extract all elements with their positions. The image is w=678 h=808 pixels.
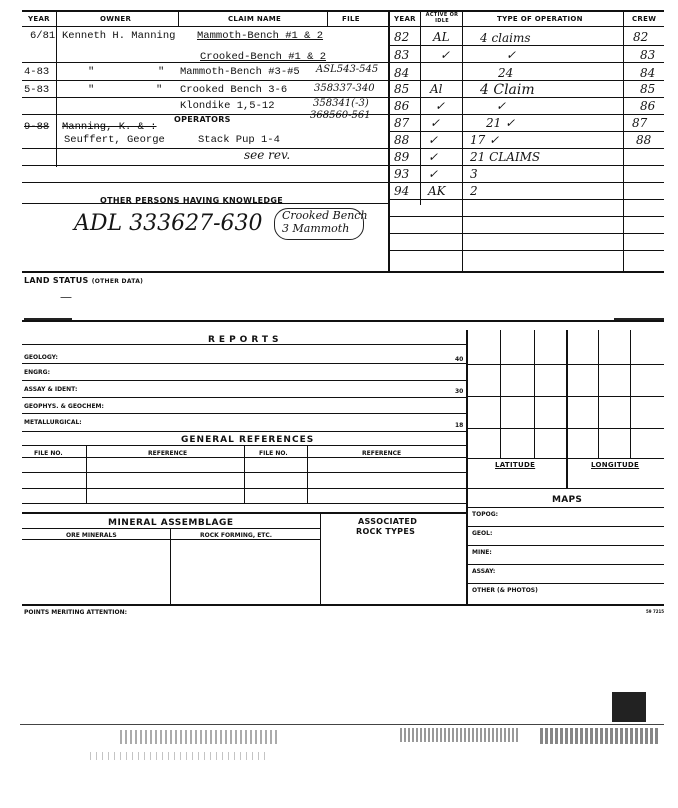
col-divider <box>327 10 328 27</box>
maps-row-label: MINE: <box>472 549 492 556</box>
header-bottom-rule <box>22 26 664 27</box>
other-persons-label: OTHER PERSONS HAVING KNOWLEDGE <box>100 196 283 205</box>
row-rule <box>388 148 664 149</box>
op-crew: 88 <box>636 133 652 147</box>
row-rule <box>388 199 664 200</box>
row-rule <box>388 62 664 63</box>
land-status-label <box>24 276 143 285</box>
top-section-bottom-rule <box>22 271 664 273</box>
associated-label: ASSOCIATED <box>358 517 418 526</box>
scan-artifact-line <box>20 724 664 725</box>
scan-noise-right <box>540 728 658 744</box>
op-crew: 83 <box>640 48 656 62</box>
land-status-sub: (OTHER DATA) <box>91 278 144 285</box>
land-status-mark: — <box>60 290 72 304</box>
op-status: ✓ <box>435 99 446 113</box>
op-status: ✓ <box>428 133 439 147</box>
row-rule <box>22 165 388 166</box>
scan-noise-left <box>120 730 280 744</box>
row-rule <box>388 165 664 166</box>
latitude-label: LATITUDE <box>495 461 536 469</box>
grid-col <box>307 445 308 503</box>
op-type: 2 <box>470 184 478 198</box>
bracket-note-line2: 3 Mammoth <box>282 222 350 235</box>
claim-year: 6/81 <box>30 30 56 42</box>
row-rule <box>388 114 664 115</box>
op-type: 21 CLAIMS <box>470 150 541 164</box>
rock-forming-label: ROCK FORMING, ETC. <box>200 532 273 539</box>
claim-name: Crooked Bench 3-6 <box>180 84 288 96</box>
op-year: 85 <box>394 82 410 96</box>
op-year: 87 <box>394 116 410 130</box>
year-header-right: YEAR <box>394 15 416 23</box>
longitude-label: LONGITUDE <box>591 461 640 469</box>
report-label: ENGRG: <box>24 369 50 376</box>
claim-file-note: 358341(-3) <box>313 98 369 109</box>
report-num: 18 <box>455 422 464 429</box>
claim-name: Stack Pup 1-4 <box>198 134 280 146</box>
maps-row-label: GEOL: <box>472 530 493 537</box>
claim-file-note: 368560-561 <box>310 110 371 121</box>
claim-year: 4-83 <box>24 66 50 78</box>
report-num: 30 <box>455 388 464 395</box>
row-rule <box>466 564 664 565</box>
bracket-note-line1: Crooked Bench <box>282 209 368 222</box>
op-year: 83 <box>394 48 410 62</box>
op-year: 84 <box>394 66 410 80</box>
maps-title: MAPS <box>552 495 583 505</box>
grid-col <box>534 330 535 458</box>
row-rule <box>22 488 466 489</box>
mineral-top-rule <box>22 512 466 514</box>
see-reverse-note: see rev. <box>244 148 291 162</box>
active-idle-header: ACTIVE OR IDLE <box>425 12 459 24</box>
file-no-col-1: FILE NO. <box>34 450 63 457</box>
op-type: 24 <box>498 66 514 80</box>
report-label: GEOLOGY: <box>24 354 58 361</box>
claim-file-note: 358337-340 <box>314 83 375 94</box>
general-references-title: GENERAL REFERENCES <box>181 435 315 445</box>
grid-col <box>500 330 501 458</box>
op-status: ✓ <box>440 48 451 62</box>
reference-col-1: REFERENCE <box>148 450 188 457</box>
claim-owner: " <box>88 84 95 96</box>
claim-owner-ditto: " <box>156 84 163 96</box>
report-num: 40 <box>455 356 464 363</box>
op-year: 93 <box>394 167 410 181</box>
op-year: 89 <box>394 150 410 164</box>
grid-col <box>566 330 568 488</box>
rock-types-label: ROCK TYPES <box>356 527 416 536</box>
op-crew: 86 <box>640 99 656 113</box>
maps-row-label: TOPOG: <box>472 511 499 518</box>
claim-name: Mammoth-Bench #1 & 2 <box>197 30 324 42</box>
row-rule <box>388 80 664 81</box>
op-year: 86 <box>394 99 410 113</box>
claim-owner-ditto: " <box>158 66 165 78</box>
claim-file-note: ASL543-545 <box>316 64 379 75</box>
scan-noise-mid <box>400 728 520 742</box>
op-type: 17 ✓ <box>470 133 500 147</box>
row-rule <box>388 216 664 217</box>
operators-label: OPERATORS <box>174 115 231 124</box>
row-rule <box>388 45 664 46</box>
scan-artifact-square <box>612 692 646 722</box>
op-year: 94 <box>394 184 410 198</box>
row-rule <box>388 131 664 132</box>
ore-minerals-label: ORE MINERALS <box>66 532 117 539</box>
owner-header: OWNER <box>100 15 132 23</box>
claim-name: Crooked-Bench #1 & 2 <box>200 51 327 63</box>
row-rule <box>22 528 320 529</box>
row-rule <box>466 507 664 508</box>
row-rule <box>466 545 664 546</box>
claim-year: 9-88 <box>24 121 50 133</box>
claim-owner: Manning, K. & : <box>62 121 157 133</box>
col-divider <box>178 10 179 27</box>
row-rule <box>22 148 388 149</box>
row-rule <box>22 539 320 540</box>
grid-col <box>630 330 631 458</box>
row-rule <box>22 431 466 432</box>
land-status-text: LAND STATUS <box>24 276 89 285</box>
points-meriting-label: POINTS MERITING ATTENTION: <box>24 609 128 616</box>
row-rule <box>22 380 466 381</box>
op-status: Al <box>430 82 443 96</box>
grid-row <box>466 396 664 397</box>
claim-name: Mammoth-Bench #3-#5 <box>180 66 300 78</box>
file-no-col-2: FILE NO. <box>259 450 288 457</box>
op-status: AK <box>428 184 446 198</box>
top-border <box>22 10 664 12</box>
claim-owner: Seuffert, George <box>64 134 165 146</box>
row-rule <box>22 503 466 504</box>
mineral-assemblage-title: MINERAL ASSEMBLAGE <box>108 518 234 528</box>
grid-row <box>466 364 664 365</box>
op-type: 21 ✓ <box>486 116 516 130</box>
op-type: 3 <box>470 167 478 181</box>
op-type: 4 claims <box>480 31 531 45</box>
claim-owner: " <box>88 66 95 78</box>
report-label: GEOPHYS. & GEOCHEM: <box>24 403 104 410</box>
row-rule <box>22 413 466 414</box>
grid-row <box>466 458 664 459</box>
claim-name: Klondike 1,5-12 <box>180 100 275 112</box>
grid-col <box>244 445 245 503</box>
file-header: FILE <box>342 15 360 23</box>
reports-top-rule <box>22 320 664 322</box>
grid-col <box>320 512 321 605</box>
op-type: 4 Claim <box>480 82 535 98</box>
op-status: ✓ <box>430 116 441 130</box>
claim-year: 5-83 <box>24 84 50 96</box>
op-status: ✓ <box>428 150 439 164</box>
op-crew: 87 <box>632 116 648 130</box>
form-number: 59 7215 <box>646 609 665 614</box>
op-year: 88 <box>394 133 410 147</box>
op-crew: 85 <box>640 82 656 96</box>
op-status: ✓ <box>428 167 439 181</box>
op-status: AL <box>433 30 450 44</box>
op-year: 82 <box>394 30 410 44</box>
op-type: ✓ <box>506 48 517 62</box>
claim-name-header: CLAIM NAME <box>228 15 282 23</box>
adl-note: ADL 333627-630 <box>74 211 263 236</box>
maps-row-label: OTHER (& PHOTOS) <box>472 587 538 594</box>
year-header: YEAR <box>28 15 50 23</box>
row-rule <box>388 233 664 234</box>
bottom-rule <box>22 604 664 606</box>
row-rule <box>388 250 664 251</box>
reference-col-2: REFERENCE <box>362 450 402 457</box>
grid-col <box>170 528 171 605</box>
row-rule <box>22 80 388 81</box>
op-crew: 84 <box>640 66 656 80</box>
reports-title: REPORTS <box>208 335 283 345</box>
row-rule <box>388 182 664 183</box>
report-label: METALLURGICAL: <box>24 419 82 426</box>
op-type: ✓ <box>496 99 507 113</box>
row-rule <box>466 583 664 584</box>
row-rule <box>22 363 466 364</box>
type-of-operation-header: TYPE OF OPERATION <box>497 15 583 23</box>
col-divider <box>420 10 421 205</box>
grid-col <box>86 445 87 503</box>
row-rule <box>22 182 388 183</box>
maps-row-label: ASSAY: <box>472 568 496 575</box>
grid-row <box>466 428 664 429</box>
claim-owner: Kenneth H. Manning <box>62 30 176 42</box>
row-rule <box>22 472 466 473</box>
crew-header: CREW <box>632 15 657 23</box>
grid-col <box>598 330 599 458</box>
scan-noise-bottom <box>90 752 270 760</box>
report-label: ASSAY & IDENT: <box>24 386 78 393</box>
row-rule <box>466 526 664 527</box>
row-rule <box>22 397 466 398</box>
row-rule <box>466 488 664 489</box>
col-divider <box>56 10 57 27</box>
op-crew: 82 <box>633 30 649 44</box>
